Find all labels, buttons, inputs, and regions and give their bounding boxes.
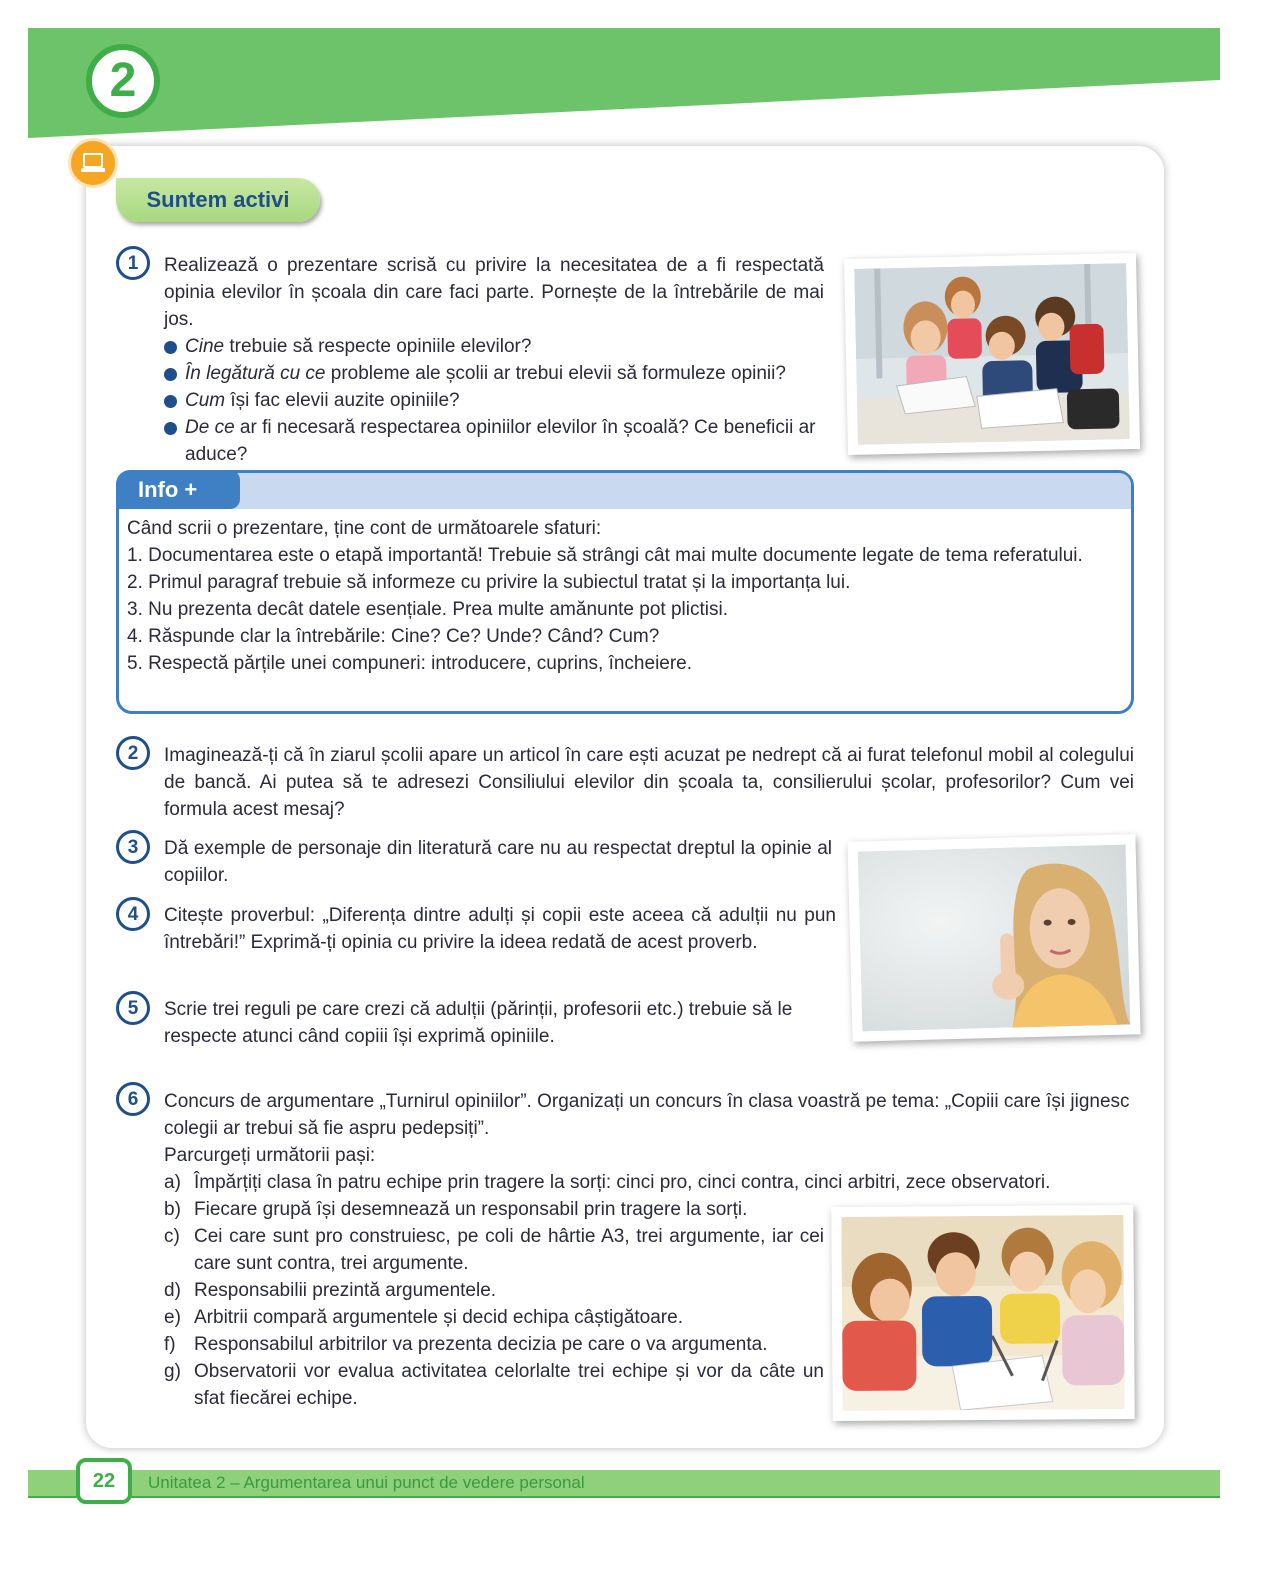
step-b: b) Fiecare grupă își desemnează un responsabil prin tragere la sorți.: [164, 1199, 748, 1220]
bullet-dot-icon: [164, 368, 177, 381]
header-band: [28, 28, 1220, 138]
info-item-1: 1. Documentarea este o etapă importantă! Trebuie să strângi cât mai multe documente legate de tema referatului.: [127, 545, 1083, 566]
page-number-badge: [76, 1458, 132, 1504]
unit-number: 2: [109, 54, 137, 107]
exercise-3: Dă exemple de personaje din literatură care nu au respectat dreptul la opinie al copiilor.: [164, 838, 832, 886]
question-2: În legătură cu ce probleme ale școlii ar trebui elevii să formuleze opinii?: [164, 360, 824, 387]
footer-line: [28, 1496, 1220, 1498]
exercise-number-1: 1: [116, 246, 150, 280]
info-intro: Când scrii o prezentare, ține cont de următoarele sfaturi:: [127, 518, 602, 539]
info-box: [116, 470, 1134, 714]
info-item-4: 4. Răspunde clar la întrebările: Cine? Ce? Unde? Când? Cum?: [127, 626, 660, 647]
info-item-5: 5. Respectă părțile unei compuneri: introducere, cuprins, încheiere.: [127, 653, 693, 674]
exercise-1: [164, 252, 824, 414]
unit-number-badge: [86, 44, 160, 118]
info-title: Info +: [138, 476, 198, 502]
bullet-dot-icon: [164, 395, 177, 408]
info-body: [127, 515, 1123, 677]
exercise-6-steps-intro: Parcurgeți următorii pași:: [164, 1145, 376, 1166]
step-d: d) Responsabilii prezintă argumentele.: [164, 1280, 497, 1301]
footer-unit-title: Unitatea 2 – Argumentarea unui punct de vedere personal: [148, 1473, 585, 1492]
step-f: f) Responsabilul arbitrilor va prezenta decizia pe care o va argumenta.: [164, 1334, 768, 1355]
exercise-number-5: 5: [116, 991, 150, 1025]
info-header: [119, 473, 1131, 509]
info-item-2: 2. Primul paragraf trebuie să informeze cu privire la subiectul tratat și la importanța lui.: [127, 572, 851, 593]
question-4: De ce ar fi necesară respectarea opiniilor elevilor în școală? Ce beneficii ar aduce?: [164, 414, 844, 468]
page-number: 22: [92, 1469, 116, 1492]
bullet-dot-icon: [164, 341, 177, 354]
info-tab: [116, 470, 230, 509]
photo-students-studying: [844, 253, 1140, 455]
question-3: Cum își fac elevii auzite opiniile?: [164, 387, 824, 414]
exercise-1-intro: Realizează o prezentare scrisă cu privire la necesitatea de a fi respectată opinia elevilor în școala din care faci parte. Pornește de la întrebările de mai jos.: [164, 255, 824, 330]
exercise-4: Citește proverbul: „Diferența dintre adulți și copii este aceea că adulții nu pun întrebări!” Exprimă-ți opinia cu privire la ideea redată de acest proverb.: [164, 905, 836, 953]
bullet-dot-icon: [164, 422, 177, 435]
step-c: c) Cei care sunt pro construiesc, pe coli de hârtie A3, trei argumente, iar cei care sunt contra, trei argumente.: [164, 1226, 824, 1274]
info-item-3: 3. Nu prezenta decât datele esențiale. Prea multe amănunte pot plictisi.: [127, 599, 728, 620]
laptop-icon: [68, 138, 118, 188]
step-g: g) Observatorii vor evalua activitatea celorlalte trei echipe și vor da câte un sfat fiecărei echipe.: [164, 1361, 824, 1409]
step-a: a) Împărțiți clasa în patru echipe prin tragere la sorți: cinci pro, cinci contra, cinci arbitri, zece observatori.: [164, 1172, 1051, 1193]
question-4-wrap: [164, 414, 844, 468]
exercise-2: Imaginează-ți că în ziarul școlii apare un articol în care ești acuzat pe nedrept că ai furat telefonul mobil al colegului de bancă. Ai putea să te adresezi Consiliului elevilor din școala ta, consilierului școlar, profesorilor? Cum vei formula acest mesaj?: [164, 745, 1134, 820]
photo-group-work: [831, 1205, 1134, 1421]
section-title-pill: [116, 178, 320, 222]
exercise-number-4: 4: [116, 897, 150, 931]
exercise-6-intro: Concurs de argumentare „Turnirul opiniilor”. Organizați un concurs în clasa voastră pe tema: „Copiii care își jignesc colegii ar trebui să fie aspru pedepsiți”.: [164, 1091, 1130, 1139]
exercise-5: Scrie trei reguli pe care crezi că adulții (părinții, profesorii etc.) trebuie să le respecte atunci când copiii își exprimă opiniile.: [164, 999, 793, 1047]
photo-girl-thinking: [847, 834, 1140, 1041]
exercise-6-steps: [164, 1196, 824, 1412]
exercise-number-2: 2: [116, 736, 150, 770]
step-e: e) Arbitrii compară argumentele și decid echipa câștigătoare.: [164, 1307, 683, 1328]
question-1: Cine trebuie să respecte opiniile elevilor?: [164, 333, 824, 360]
exercise-number-6: 6: [116, 1082, 150, 1116]
section-title: Suntem activi: [146, 187, 290, 212]
exercise-number-3: 3: [116, 830, 150, 864]
